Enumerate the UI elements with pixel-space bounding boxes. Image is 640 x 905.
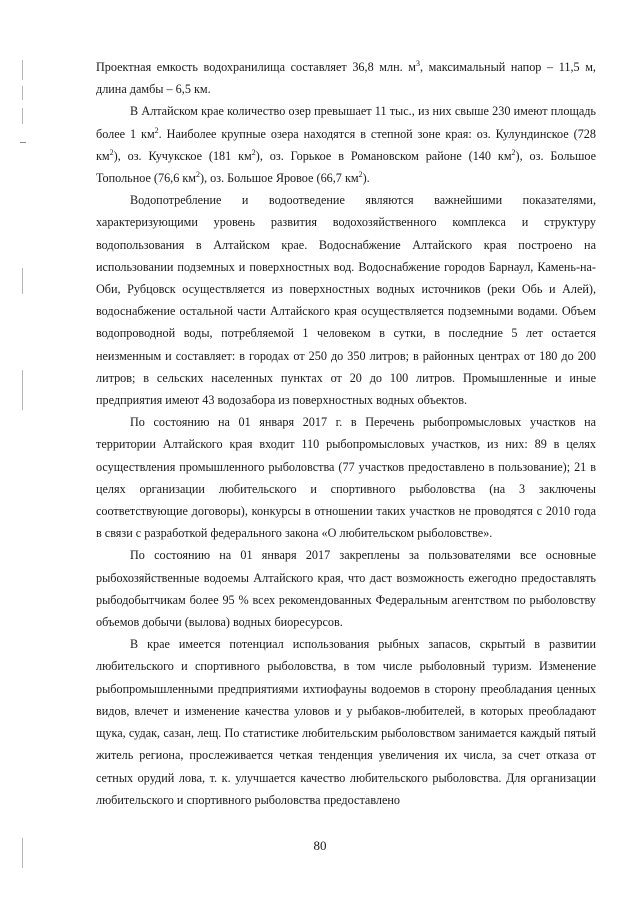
paragraph-1 (96, 56, 596, 100)
text-run: ). (362, 171, 370, 186)
superscript-exponent: 2 (154, 125, 159, 135)
scan-margin-mark (22, 108, 23, 124)
scan-margin-mark (22, 370, 23, 410)
text-run: По состоянию на 01 января 2017 закреплены за пользователями все основные рыбохозяйственные водоемы Алтайского края, что даст возможность ежегодно предоставлять рыбодобытчикам более 95 % всех рекомендованных Федеральным агентством по рыболовству объемов добычи (вылова) водных биоресурсов. (96, 548, 596, 630)
text-run: Водопотребление и водоотведение являются важнейшими показателями, характеризующими уровень развития водохозяйственного комплекса и структуру водопользования в Алтайском крае. Водоснабжение Алтайского края построено на использовании подземных и поверхностных вод. Водоснабжение городов Барнаул, Камень-на-Оби, Рубцовск осуществляется из поверхностных водных источников (реки Обь и Алей), водоснабжение остальной части Алтайского края осуществляется подземными водами. Объем водопроводной воды, потребляемой 1 человеком в сутки, в последние 5 лет остается неизменным и составляет: в городах от 250 до 350 литров; в районных центрах от 180 до 200 литров; в сельских населенных пунктах от 20 до 100 литров. Промышленные и иные предприятия имеют 43 водозабора из поверхностных водных объектов. (96, 193, 596, 408)
superscript-exponent: 2 (109, 147, 114, 157)
superscript-exponent: 2 (196, 169, 201, 179)
superscript-exponent: 2 (358, 169, 363, 179)
paragraph-2 (96, 100, 596, 189)
text-run: ), оз. Горькое в Романовском районе (140 км (255, 148, 512, 163)
text-run: , максимальный напор – 11,5 м, длина дамбы – 6,5 км. (96, 60, 596, 97)
paragraph-3 (96, 189, 596, 411)
page-number: 80 (313, 838, 327, 853)
scan-margin-mark (22, 86, 23, 100)
superscript-exponent: 3 (416, 58, 420, 68)
document-body (96, 56, 596, 811)
scan-margin-mark (22, 268, 23, 294)
text-run: В крае имеется потенциал использования рыбных запасов, скрытый в развитии любительского и спортивного рыболовства, в том числе рыболовный туризм. Изменение рыбопромышленными предприятиями ихтиофауны водоемов в сторону преобладания ценных видов, влечет и изменение качества уловов и у рыбаков-любителей, в которых преобладают щука, судак, сазан, лещ. По статистике любительским рыболовством занимается каждый пятый житель региона, прослеживается четкая тенденция увеличения их числа, за счет отказа от сетных орудий лова, т. к. улучшается качество любительского рыболовства. Для организации любительского и спортивного рыболовства предоставлено (96, 637, 596, 807)
scan-margin-mark (22, 60, 23, 80)
paragraph-5 (96, 544, 596, 633)
text-run: По состоянию на 01 января 2017 г. в Перечень рыбопромысловых участков на территории Алтайского края входит 110 рыбопромысловых участков, из них: 89 в целях осуществления промышленного рыболовства (77 участков предоставлено в пользование); 21 в целях организации любительского и спортивного рыболовства (на 3 заключены соответствующие договоры), конкурсы в отношении таких участков не проводятся с 2010 года в связи с разработкой федерального закона «О любительском рыболовстве». (96, 415, 596, 541)
superscript-exponent: 2 (511, 147, 516, 157)
text-run: Проектная емкость водохранилища составляет 36,8 млн. м (96, 60, 416, 74)
text-run: ), оз. Большое Яровое (66,7 км (200, 171, 359, 186)
scan-margin-dash (20, 142, 26, 143)
text-run: . Наиболее крупные озера находятся в степной зоне края: оз. Кулундинское (728 км (96, 126, 596, 163)
text-run: ), оз. Кучукское (181 км (113, 148, 252, 163)
paragraph-4 (96, 411, 596, 544)
text-run: ), оз. Большое Топольное (76,6 км (96, 148, 596, 186)
superscript-exponent: 2 (251, 147, 256, 157)
text-run: В Алтайском крае количество озер превышает 11 тыс., из них свыше 230 имеют площадь более 1 км (96, 104, 596, 141)
paragraph-6 (96, 633, 596, 811)
